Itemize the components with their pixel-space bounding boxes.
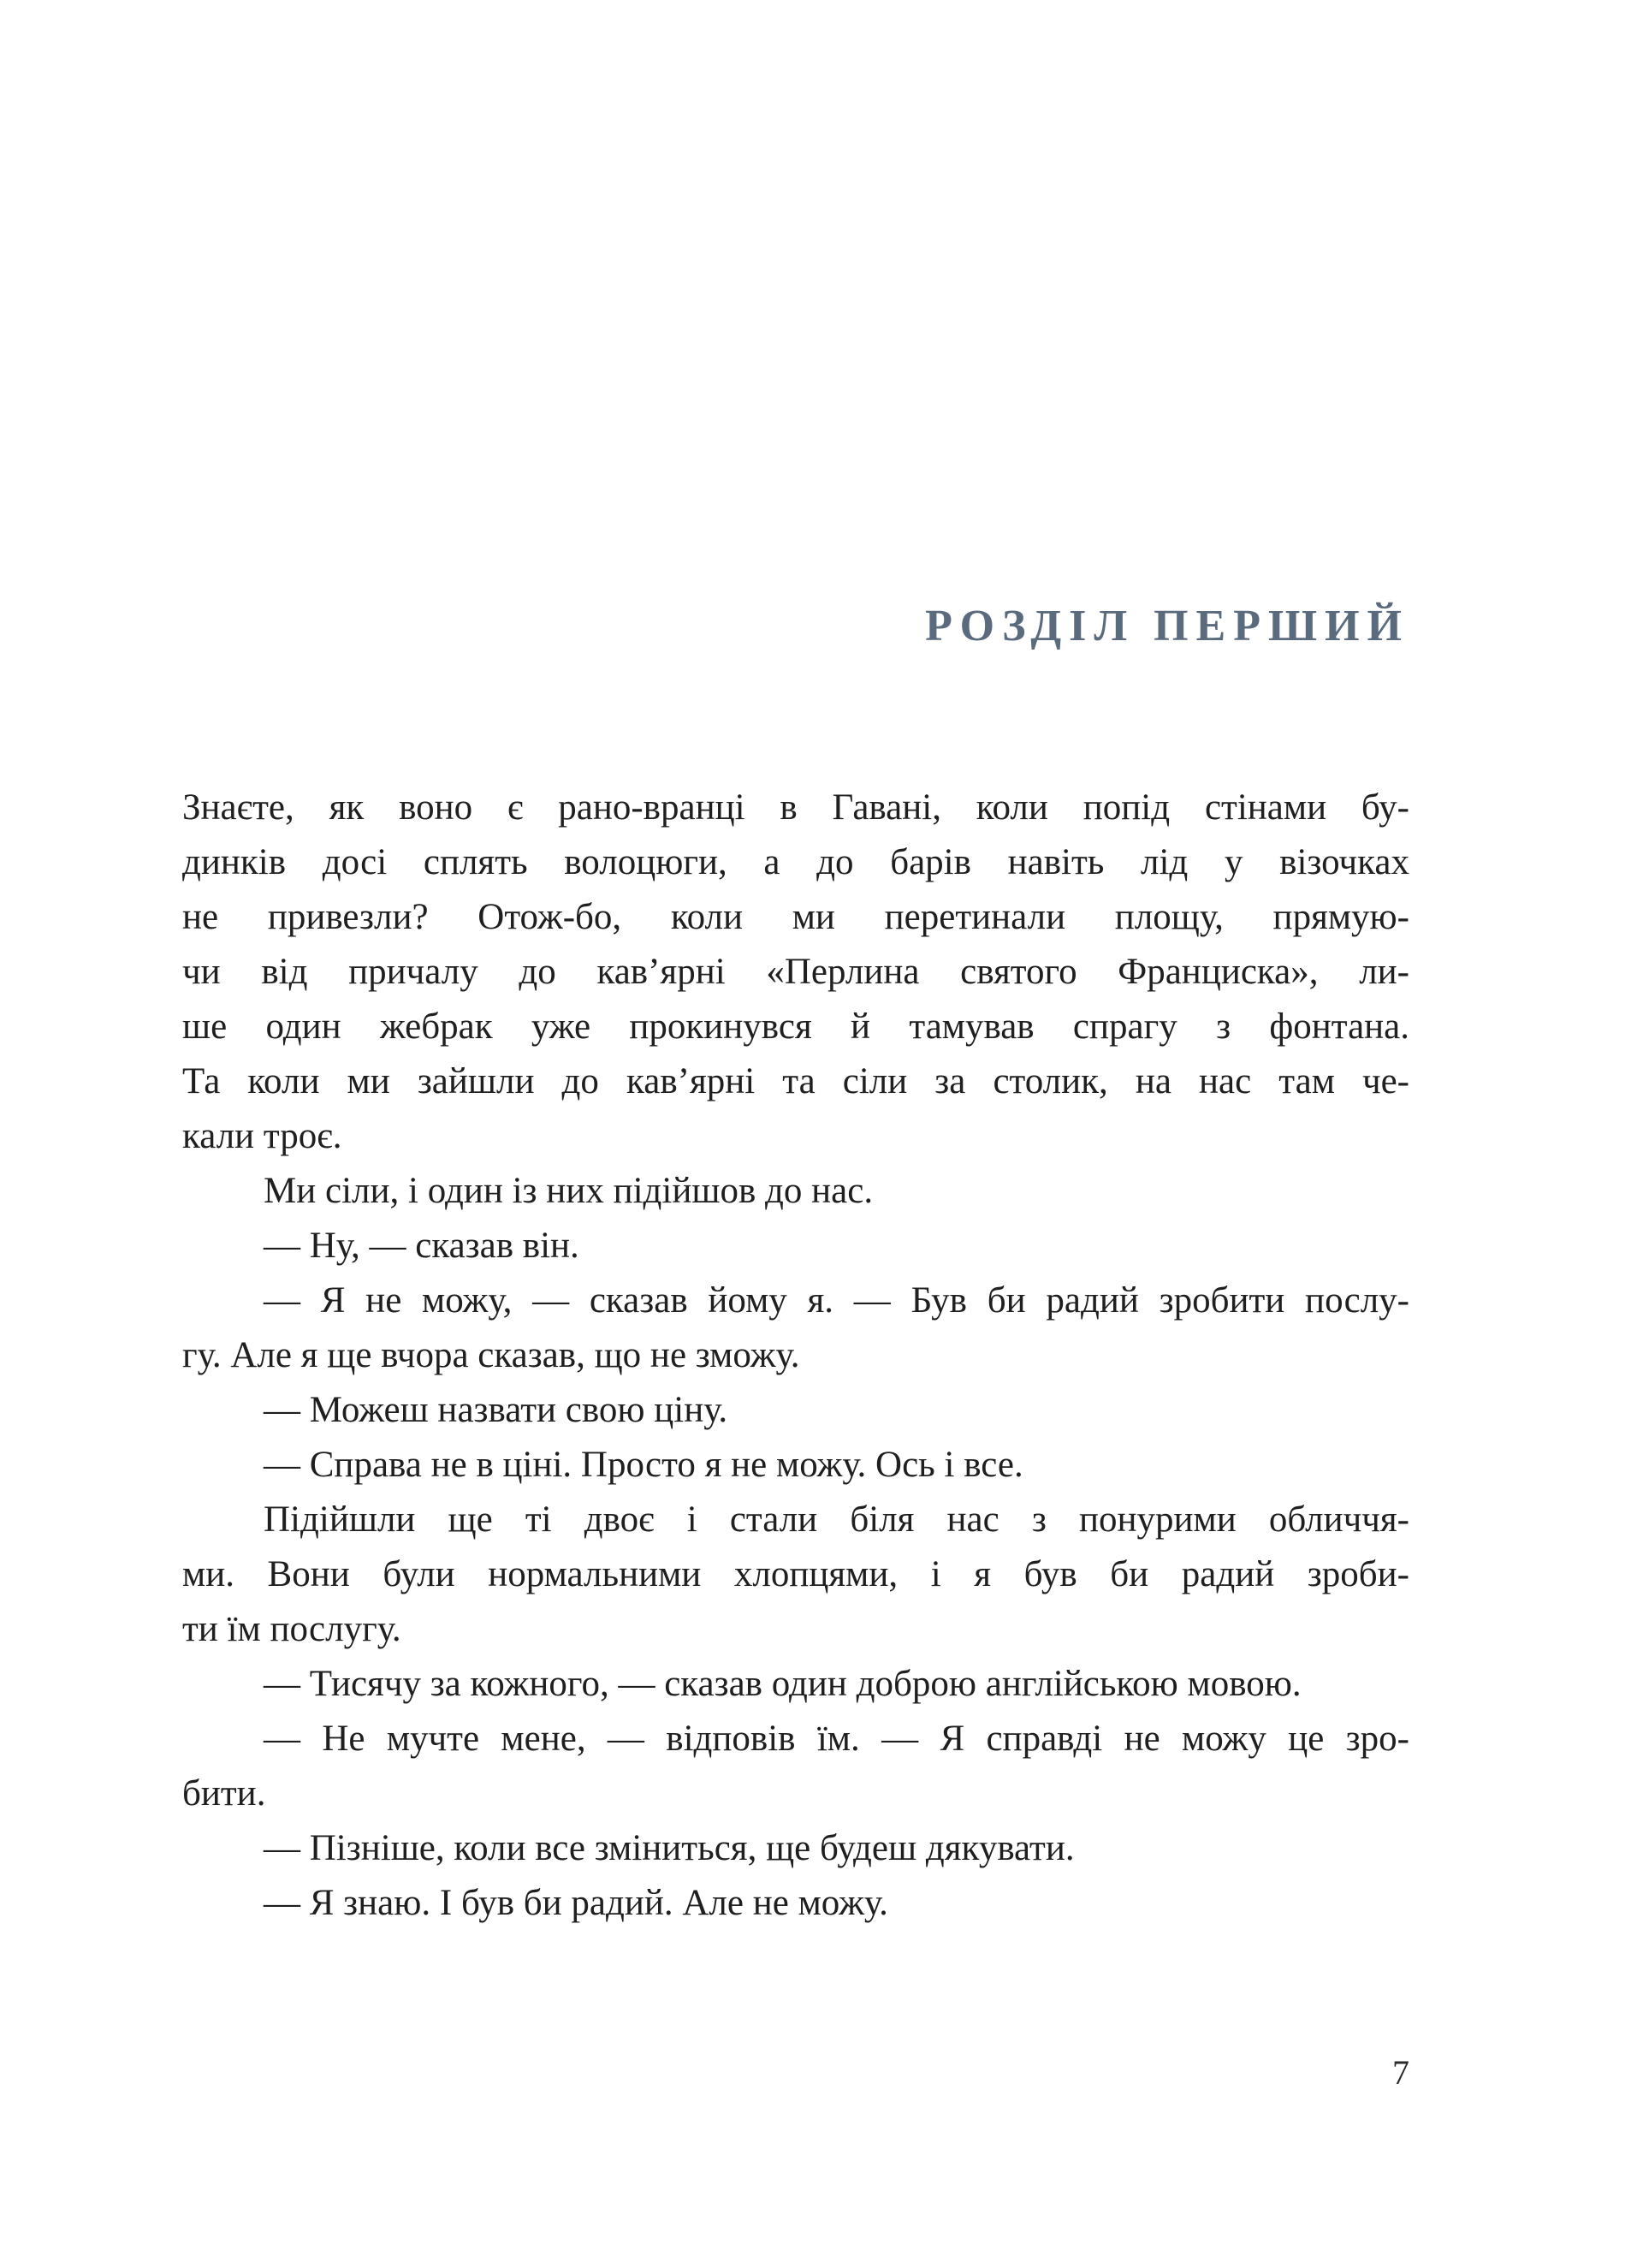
paragraph: [182, 781, 1409, 1164]
text-line: — Пізніше, коли все зміниться, ще будеш дякувати.: [264, 1828, 1075, 1868]
paragraph: [182, 1876, 1409, 1931]
text-line: Та коли ми зайшли до кав’ярні та сіли за столик, на нас там че-: [182, 1061, 1409, 1101]
paragraph: [182, 1274, 1409, 1383]
body-text: [182, 781, 1409, 1931]
paragraph: [182, 1657, 1409, 1712]
text-line: бити.: [182, 1773, 266, 1814]
text-line: Знаєте, як воно є рано-вранці в Гавані, коли попід стінами бу-: [182, 787, 1409, 828]
text-line: ше один жебрак уже прокинувся й тамував спрагу з фонтана.: [182, 1006, 1409, 1047]
text-line: — Справа не в ціні. Просто я не можу. Ось і все.: [264, 1445, 1023, 1485]
text-line: — Я не можу, — сказав йому я. — Був би радий зробити послу-: [264, 1280, 1409, 1321]
text-line: Ми сіли, і один із них підійшов до нас.: [264, 1171, 874, 1211]
paragraph: [182, 1164, 1409, 1219]
paragraph: [182, 1219, 1409, 1274]
paragraph: [182, 1493, 1409, 1657]
paragraph: [182, 1712, 1409, 1821]
page-number: 7: [1392, 2053, 1409, 2092]
text-line: — Тисячу за кожного, — сказав один доброю англійською мовою.: [264, 1664, 1302, 1704]
text-line: динків досі сплять волоцюги, а до барів навіть лід у візочках: [182, 842, 1409, 882]
text-line: гу. Але я ще вчора сказав, що не зможу.: [182, 1335, 800, 1375]
text-line: — Не мучте мене, — відповів їм. — Я справді не можу це зро-: [264, 1719, 1409, 1759]
chapter-heading: РОЗДІЛ ПЕРШИЙ: [925, 602, 1409, 650]
text-line: чи від причалу до кав’ярні «Перлина святого Франциска», ли-: [182, 952, 1409, 992]
paragraph: [182, 1438, 1409, 1493]
paragraph: [182, 1821, 1409, 1876]
text-line: ти їм послугу.: [182, 1609, 401, 1649]
text-line: кали троє.: [182, 1116, 342, 1156]
text-line: Підійшли ще ті двоє і стали біля нас з понурими обличчя-: [264, 1499, 1409, 1540]
paragraph: [182, 1383, 1409, 1438]
text-line: не привезли? Отож-бо, коли ми перетинали площу, прямую-: [182, 897, 1409, 937]
text-line: — Я знаю. І був би радий. Але не можу.: [264, 1883, 888, 1923]
text-line: — Ну, — сказав він.: [264, 1226, 579, 1266]
text-line: — Можеш назвати свою ціну.: [264, 1390, 728, 1430]
text-line: ми. Вони були нормальними хлопцями, і я був би радий зроби-: [182, 1554, 1409, 1594]
